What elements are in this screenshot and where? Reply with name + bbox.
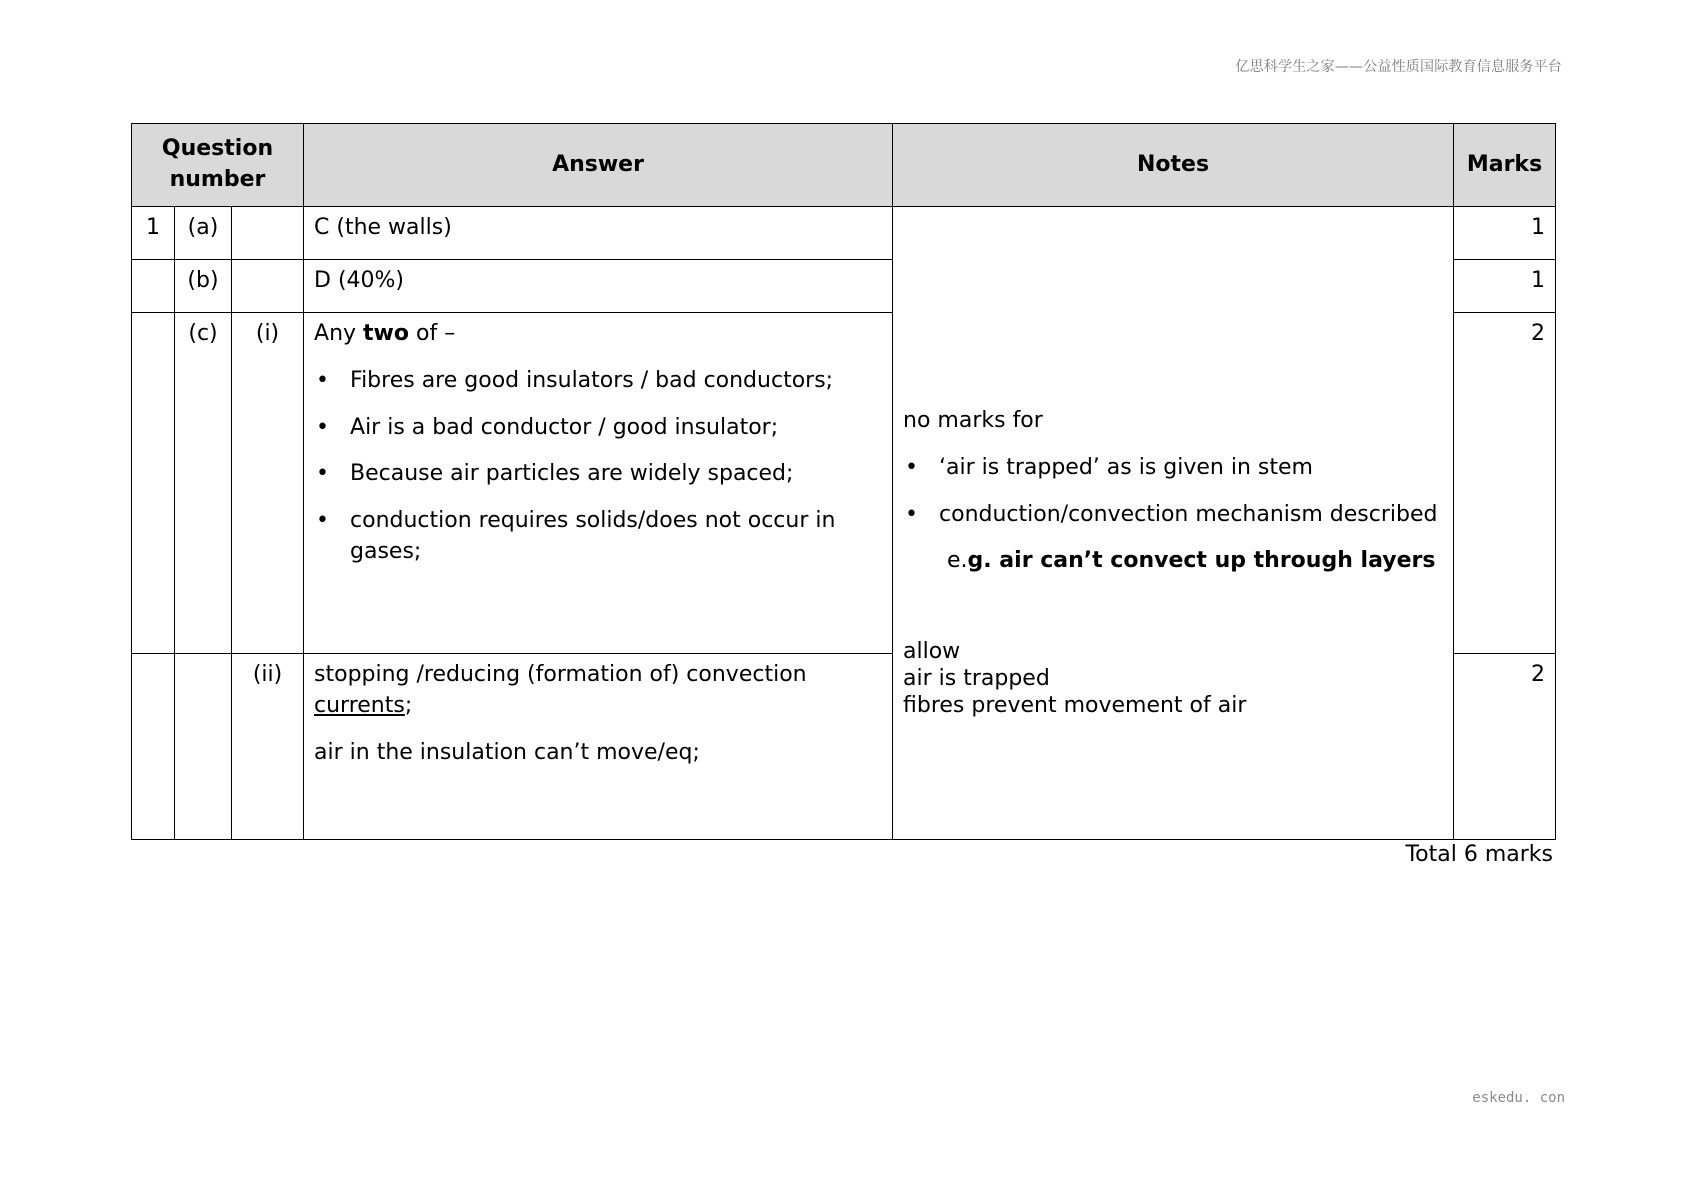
notes-bullet-list <box>903 453 1443 531</box>
question-part: (a) <box>175 207 232 260</box>
header-answer: Answer <box>304 124 893 207</box>
marks-cell: 1 <box>1454 260 1556 313</box>
answer-bullet: • conduction requires solids/does not occur in gases; <box>314 506 882 568</box>
answer-bullet: • Air is a bad conductor / good insulator; <box>314 413 882 444</box>
answer-cell: D (40%) <box>304 260 893 313</box>
notes-allow-line: air is trapped <box>903 666 1050 692</box>
question-number <box>132 654 175 840</box>
header-question-number: Question number <box>132 124 304 207</box>
total-marks: Total 6 marks <box>1405 842 1553 867</box>
answer-line-post: ; <box>404 692 413 718</box>
answer-intro <box>314 319 882 350</box>
notes-allow-line: fibres prevent movement of air <box>903 692 1247 718</box>
header-notes: Notes <box>893 124 1454 207</box>
notes-bullet: • conduction/convection mechanism described <box>903 500 1443 531</box>
question-number: 1 <box>132 207 175 260</box>
marks-cell: 2 <box>1454 654 1556 840</box>
mark-scheme-table <box>131 123 1556 840</box>
answer-bullet-list <box>314 366 882 568</box>
answer-line <box>314 660 882 722</box>
answer-intro-post: of – <box>409 321 456 346</box>
marks-cell: 1 <box>1454 207 1556 260</box>
notes-bullet: • ‘air is trapped’ as is given in stem <box>903 453 1443 484</box>
notes-allow-line: allow <box>903 639 961 665</box>
answer-bullet: • Fibres are good insulators / bad conductors; <box>314 366 882 397</box>
notes-example <box>947 546 1443 577</box>
question-number <box>132 260 175 313</box>
header-row <box>132 124 1556 207</box>
answer-cell <box>304 654 893 840</box>
question-subpart <box>232 207 304 260</box>
notes-example-text: g. air can’t convect up through layers <box>967 548 1436 574</box>
answer-cell <box>304 313 893 654</box>
question-part: (b) <box>175 260 232 313</box>
answer-line: air in the insulation can’t move/eq; <box>314 739 700 765</box>
question-part: (c) <box>175 313 232 654</box>
notes-cell <box>893 207 1454 840</box>
notes-example-prefix: e. <box>947 548 968 574</box>
answer-line-underlined: currents <box>314 692 405 718</box>
question-number <box>132 313 175 654</box>
answer-intro-bold: two <box>363 321 409 346</box>
header-watermark-text: 亿思科学生之家——公益性质国际教育信息服务平台 <box>1235 59 1562 75</box>
answer-line-pre: stopping /reducing (formation of) convection <box>314 662 807 687</box>
question-subpart: (i) <box>232 313 304 654</box>
answer-bullet: • Because air particles are widely spaced; <box>314 459 882 490</box>
marks-cell: 2 <box>1454 313 1556 654</box>
table-row <box>132 207 1556 260</box>
notes-intro: no marks for <box>903 408 1043 433</box>
notes-allow-block <box>903 639 1443 719</box>
footer-watermark-text: eskedu. con <box>1472 1090 1565 1106</box>
question-subpart: (ii) <box>232 654 304 840</box>
question-subpart <box>232 260 304 313</box>
header-marks: Marks <box>1454 124 1556 207</box>
question-part <box>175 654 232 840</box>
answer-intro-pre: Any <box>314 321 364 346</box>
answer-cell: C (the walls) <box>304 207 893 260</box>
